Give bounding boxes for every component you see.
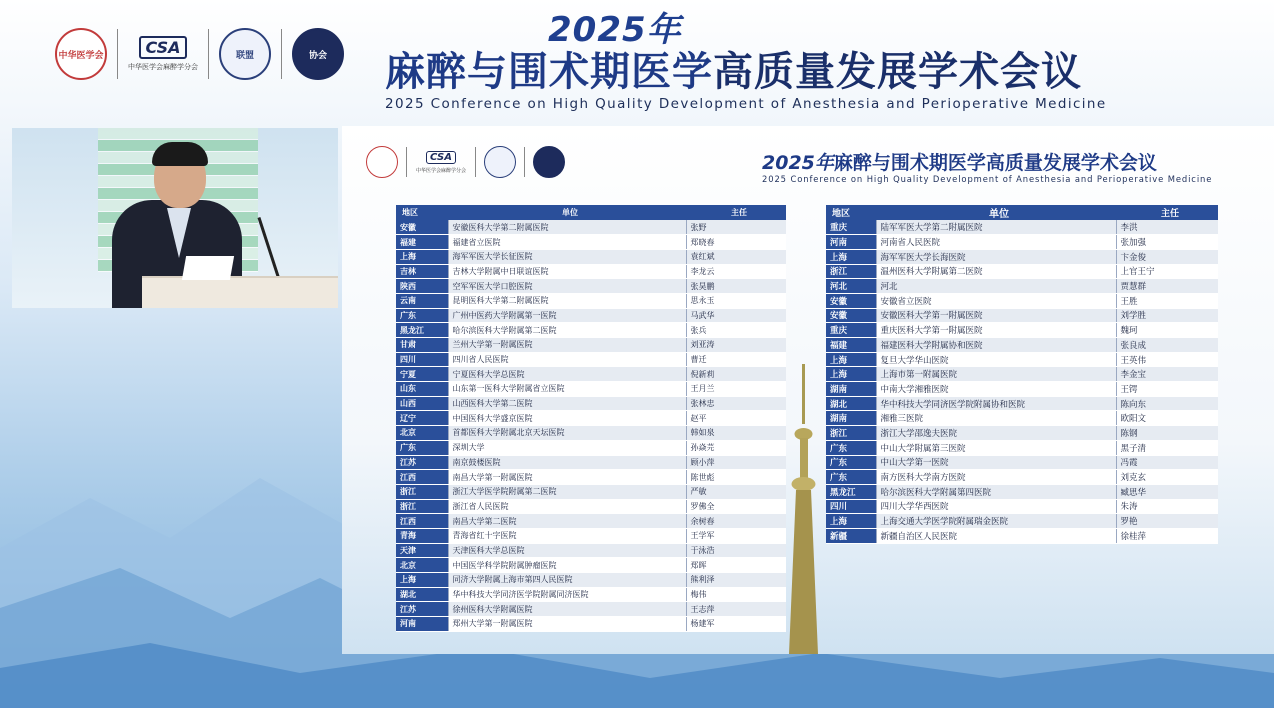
unit-cell: 河南省人民医院 bbox=[876, 235, 1116, 250]
unit-cell: 宁夏医科大学总医院 bbox=[448, 367, 686, 382]
region-cell: 黑龙江 bbox=[826, 484, 876, 499]
director-cell: 张兵 bbox=[686, 323, 786, 338]
unit-cell: 海军军医大学长海医院 bbox=[876, 249, 1116, 264]
director-cell: 贾慧群 bbox=[1116, 279, 1218, 294]
conference-title bbox=[385, 40, 1082, 97]
table-row bbox=[826, 352, 1218, 367]
director-cell: 刘学胜 bbox=[1116, 308, 1218, 323]
unit-cell: 浙江大学邵逸夫医院 bbox=[876, 426, 1116, 441]
unit-cell: 四川省人民医院 bbox=[448, 352, 686, 367]
slide-title bbox=[762, 148, 1157, 175]
table-row bbox=[396, 396, 786, 411]
director-cell: 马武华 bbox=[686, 308, 786, 323]
association-seal-icon bbox=[533, 146, 565, 178]
director-cell: 黑子清 bbox=[1116, 440, 1218, 455]
table-row bbox=[396, 367, 786, 382]
conference-title-part-b: 高质量发展学术会议 bbox=[713, 49, 1082, 95]
table-row bbox=[826, 338, 1218, 353]
region-cell: 山西 bbox=[396, 396, 448, 411]
director-cell: 臧思华 bbox=[1116, 484, 1218, 499]
region-cell: 广东 bbox=[826, 470, 876, 485]
region-cell: 青海 bbox=[396, 528, 448, 543]
unit-cell: 山西医科大学第二医院 bbox=[448, 396, 686, 411]
director-cell: 罗佛全 bbox=[686, 499, 786, 514]
table-row bbox=[396, 440, 786, 455]
region-cell: 上海 bbox=[826, 367, 876, 382]
director-cell: 李金宝 bbox=[1116, 367, 1218, 382]
region-cell: 浙江 bbox=[826, 426, 876, 441]
unit-cell: 深圳大学 bbox=[448, 440, 686, 455]
region-cell: 四川 bbox=[826, 499, 876, 514]
logo-divider bbox=[117, 29, 118, 79]
unit-cell: 海军军医大学长征医院 bbox=[448, 249, 686, 264]
director-cell: 陈钢 bbox=[1116, 426, 1218, 441]
unit-cell: 四川大学华西医院 bbox=[876, 499, 1116, 514]
unit-cell: 中国医学科学院附属肿瘤医院 bbox=[448, 558, 686, 573]
director-cell: 王英伟 bbox=[1116, 352, 1218, 367]
table-row bbox=[826, 470, 1218, 485]
table-row bbox=[396, 352, 786, 367]
table-row bbox=[396, 543, 786, 558]
region-cell: 安徽 bbox=[396, 220, 448, 235]
unit-cell: 中南大学湘雅医院 bbox=[876, 382, 1116, 397]
region-cell: 上海 bbox=[396, 249, 448, 264]
unit-cell: 兰州大学第一附属医院 bbox=[448, 338, 686, 353]
presentation-slide bbox=[342, 126, 1274, 654]
slide-title-text: 麻醉与围术期医学高质量发展学术会议 bbox=[833, 152, 1157, 174]
unit-cell: 徐州医科大学附属医院 bbox=[448, 602, 686, 617]
table-row bbox=[396, 382, 786, 397]
director-cell: 曹迁 bbox=[686, 352, 786, 367]
region-cell: 上海 bbox=[396, 573, 448, 588]
speaker-hair bbox=[152, 142, 208, 166]
table-row bbox=[396, 587, 786, 602]
unit-cell: 福建省立医院 bbox=[448, 235, 686, 250]
table-row bbox=[396, 484, 786, 499]
unit-cell: 华中科技大学同济医学院附属协和医院 bbox=[876, 396, 1116, 411]
table-header-row bbox=[396, 205, 786, 220]
table-row bbox=[826, 440, 1218, 455]
director-cell: 郑晖 bbox=[686, 558, 786, 573]
unit-cell: 福建医科大学附属协和医院 bbox=[876, 338, 1116, 353]
region-cell: 湖北 bbox=[396, 587, 448, 602]
table-row bbox=[396, 308, 786, 323]
table-row bbox=[826, 308, 1218, 323]
table-row bbox=[396, 323, 786, 338]
column-header-director: 主任 bbox=[686, 205, 786, 220]
column-header-unit: 单位 bbox=[876, 205, 1116, 220]
director-cell: 李洪 bbox=[1116, 220, 1218, 235]
logo-divider bbox=[475, 147, 476, 177]
csa-logo-icon bbox=[415, 151, 467, 174]
alliance-logo-icon bbox=[484, 146, 516, 178]
organizer-logos bbox=[55, 28, 344, 80]
society-seal-icon bbox=[55, 28, 107, 80]
table-row bbox=[826, 235, 1218, 250]
director-cell: 刘亚涛 bbox=[686, 338, 786, 353]
region-cell: 甘肃 bbox=[396, 338, 448, 353]
unit-cell: 安徽医科大学第二附属医院 bbox=[448, 220, 686, 235]
column-header-unit: 单位 bbox=[448, 205, 686, 220]
region-cell: 上海 bbox=[826, 249, 876, 264]
unit-cell: 山东第一医科大学附属省立医院 bbox=[448, 382, 686, 397]
csa-logo-icon bbox=[128, 36, 198, 72]
region-cell: 上海 bbox=[826, 352, 876, 367]
unit-cell: 中山大学第一医院 bbox=[876, 455, 1116, 470]
table-row bbox=[826, 293, 1218, 308]
table-row bbox=[826, 249, 1218, 264]
unit-cell: 南京鼓楼医院 bbox=[448, 455, 686, 470]
csa-mark: CSA bbox=[426, 151, 456, 164]
region-cell: 广东 bbox=[826, 455, 876, 470]
unit-cell: 上海市第一附属医院 bbox=[876, 367, 1116, 382]
unit-cell: 空军军医大学口腔医院 bbox=[448, 279, 686, 294]
region-cell: 浙江 bbox=[826, 264, 876, 279]
logo-label: 联盟 bbox=[235, 50, 254, 61]
director-cell: 罗艳 bbox=[1116, 514, 1218, 529]
region-cell: 陕西 bbox=[396, 279, 448, 294]
unit-cell: 南昌大学第二医院 bbox=[448, 514, 686, 529]
director-cell: 魏珂 bbox=[1116, 323, 1218, 338]
table-row bbox=[826, 411, 1218, 426]
table-row bbox=[396, 411, 786, 426]
region-cell: 安徽 bbox=[826, 308, 876, 323]
region-cell: 福建 bbox=[396, 235, 448, 250]
table-row bbox=[396, 293, 786, 308]
unit-cell: 华中科技大学同济医学院附属同济医院 bbox=[448, 587, 686, 602]
region-cell: 福建 bbox=[826, 338, 876, 353]
director-cell: 孙焱芫 bbox=[686, 440, 786, 455]
podium bbox=[142, 276, 338, 308]
director-cell: 上官王宁 bbox=[1116, 264, 1218, 279]
leader-table-left bbox=[396, 205, 786, 632]
region-cell: 黑龙江 bbox=[396, 323, 448, 338]
region-cell: 重庆 bbox=[826, 220, 876, 235]
table-row bbox=[826, 514, 1218, 529]
table-row bbox=[826, 382, 1218, 397]
column-header-director: 主任 bbox=[1116, 205, 1218, 220]
region-cell: 湖北 bbox=[826, 396, 876, 411]
region-cell: 山东 bbox=[396, 382, 448, 397]
director-cell: 杨建军 bbox=[686, 617, 786, 632]
csa-subtitle: 中华医学会麻醉学分会 bbox=[128, 63, 198, 71]
unit-cell: 温州医科大学附属第二医院 bbox=[876, 264, 1116, 279]
society-seal-icon bbox=[366, 146, 398, 178]
director-cell: 余树春 bbox=[686, 514, 786, 529]
region-cell: 江西 bbox=[396, 514, 448, 529]
unit-cell: 哈尔滨医科大学附属第二医院 bbox=[448, 323, 686, 338]
region-cell: 天津 bbox=[396, 543, 448, 558]
table-row bbox=[826, 323, 1218, 338]
unit-cell: 天津医科大学总医院 bbox=[448, 543, 686, 558]
logo-label: 协会 bbox=[308, 50, 327, 61]
table-row bbox=[396, 235, 786, 250]
unit-cell: 复旦大学华山医院 bbox=[876, 352, 1116, 367]
region-cell: 上海 bbox=[826, 514, 876, 529]
unit-cell: 河北 bbox=[876, 279, 1116, 294]
unit-cell: 首都医科大学附属北京天坛医院 bbox=[448, 426, 686, 441]
speech-paper bbox=[182, 256, 234, 280]
leader-table-right bbox=[826, 205, 1218, 544]
slide-organizer-logos bbox=[366, 146, 565, 178]
table-row bbox=[826, 528, 1218, 543]
table-row bbox=[826, 396, 1218, 411]
region-cell: 新疆 bbox=[826, 528, 876, 543]
region-cell: 四川 bbox=[396, 352, 448, 367]
region-cell: 浙江 bbox=[396, 499, 448, 514]
microphone-icon bbox=[257, 217, 279, 277]
region-cell: 江西 bbox=[396, 470, 448, 485]
director-cell: 王志萍 bbox=[686, 602, 786, 617]
table-row bbox=[396, 602, 786, 617]
director-cell: 徐桂萍 bbox=[1116, 528, 1218, 543]
conference-english-title: 2025 Conference on High Quality Development of Anesthesia and Perioperative Medicine bbox=[385, 96, 1107, 112]
director-cell: 赵平 bbox=[686, 411, 786, 426]
director-cell: 于泳浩 bbox=[686, 543, 786, 558]
table-row bbox=[396, 220, 786, 235]
association-seal-icon bbox=[292, 28, 344, 80]
unit-cell: 安徽省立医院 bbox=[876, 293, 1116, 308]
director-cell: 李龙云 bbox=[686, 264, 786, 279]
director-cell: 朱涛 bbox=[1116, 499, 1218, 514]
director-cell: 张林忠 bbox=[686, 396, 786, 411]
director-cell: 陈世彪 bbox=[686, 470, 786, 485]
unit-cell: 广州中医药大学附属第一医院 bbox=[448, 308, 686, 323]
unit-cell: 浙江省人民医院 bbox=[448, 499, 686, 514]
logo-divider bbox=[281, 29, 282, 79]
table-row bbox=[826, 220, 1218, 235]
logo-divider bbox=[406, 147, 407, 177]
director-cell: 陈向东 bbox=[1116, 396, 1218, 411]
csa-mark: CSA bbox=[139, 36, 186, 59]
director-cell: 王胜 bbox=[1116, 293, 1218, 308]
speaker-video bbox=[12, 128, 338, 308]
slide-title-year: 2025年 bbox=[762, 152, 834, 174]
region-cell: 江苏 bbox=[396, 602, 448, 617]
director-cell: 思永玉 bbox=[686, 293, 786, 308]
region-cell: 湖南 bbox=[826, 411, 876, 426]
table-row bbox=[396, 528, 786, 543]
unit-cell: 青海省红十字医院 bbox=[448, 528, 686, 543]
region-cell: 湖南 bbox=[826, 382, 876, 397]
unit-cell: 中国医科大学盛京医院 bbox=[448, 411, 686, 426]
director-cell: 梅伟 bbox=[686, 587, 786, 602]
region-cell: 浙江 bbox=[396, 484, 448, 499]
logo-label: 中华医学会 bbox=[58, 50, 104, 61]
conference-title-part-a: 麻醉与围术期医学 bbox=[385, 48, 713, 95]
table-row bbox=[826, 264, 1218, 279]
unit-cell: 南方医科大学南方医院 bbox=[876, 470, 1116, 485]
unit-cell: 湘雅三医院 bbox=[876, 411, 1116, 426]
director-cell: 倪新莉 bbox=[686, 367, 786, 382]
table-row bbox=[826, 426, 1218, 441]
region-cell: 广东 bbox=[396, 308, 448, 323]
table-row bbox=[826, 455, 1218, 470]
table-row bbox=[396, 499, 786, 514]
table-row bbox=[396, 617, 786, 632]
director-cell: 王月兰 bbox=[686, 382, 786, 397]
unit-cell: 中山大学附属第三医院 bbox=[876, 440, 1116, 455]
director-cell: 刘克玄 bbox=[1116, 470, 1218, 485]
director-cell: 王锷 bbox=[1116, 382, 1218, 397]
region-cell: 江苏 bbox=[396, 455, 448, 470]
alliance-logo-icon bbox=[219, 28, 271, 80]
unit-cell: 重庆医科大学第一附属医院 bbox=[876, 323, 1116, 338]
unit-cell: 安徽医科大学第一附属医院 bbox=[876, 308, 1116, 323]
region-cell: 吉林 bbox=[396, 264, 448, 279]
unit-cell: 浙江大学医学院附属第二医院 bbox=[448, 484, 686, 499]
table-row bbox=[396, 338, 786, 353]
column-header-region: 地区 bbox=[396, 205, 448, 220]
logo-divider bbox=[524, 147, 525, 177]
region-cell: 广东 bbox=[396, 440, 448, 455]
table-row bbox=[396, 514, 786, 529]
director-cell: 顾小萍 bbox=[686, 455, 786, 470]
director-cell: 卞金俊 bbox=[1116, 249, 1218, 264]
table-row bbox=[826, 367, 1218, 382]
director-cell: 冯霞 bbox=[1116, 455, 1218, 470]
region-cell: 北京 bbox=[396, 426, 448, 441]
unit-cell: 吉林大学附属中日联谊医院 bbox=[448, 264, 686, 279]
director-cell: 欧阳文 bbox=[1116, 411, 1218, 426]
table-row bbox=[826, 484, 1218, 499]
table-row bbox=[396, 573, 786, 588]
region-cell: 云南 bbox=[396, 293, 448, 308]
unit-cell: 同济大学附属上海市第四人民医院 bbox=[448, 573, 686, 588]
table-row bbox=[396, 426, 786, 441]
region-cell: 重庆 bbox=[826, 323, 876, 338]
unit-cell: 新疆自治区人民医院 bbox=[876, 528, 1116, 543]
director-cell: 张野 bbox=[686, 220, 786, 235]
region-cell: 河北 bbox=[826, 279, 876, 294]
table-row bbox=[396, 558, 786, 573]
table-row bbox=[396, 264, 786, 279]
tv-tower-illustration bbox=[784, 364, 824, 654]
director-cell: 熊利泽 bbox=[686, 573, 786, 588]
table-row bbox=[396, 249, 786, 264]
unit-cell: 昆明医科大学第二附属医院 bbox=[448, 293, 686, 308]
region-cell: 广东 bbox=[826, 440, 876, 455]
unit-cell: 郑州大学第一附属医院 bbox=[448, 617, 686, 632]
unit-cell: 哈尔滨医科大学附属第四医院 bbox=[876, 484, 1116, 499]
director-cell: 张加强 bbox=[1116, 235, 1218, 250]
region-cell: 河南 bbox=[396, 617, 448, 632]
region-cell: 河南 bbox=[826, 235, 876, 250]
table-row bbox=[826, 279, 1218, 294]
slide-english-title: 2025 Conference on High Quality Development of Anesthesia and Perioperative Medicine bbox=[762, 174, 1213, 184]
table-header-row bbox=[826, 205, 1218, 220]
region-cell: 安徽 bbox=[826, 293, 876, 308]
director-cell: 王学军 bbox=[686, 528, 786, 543]
logo-divider bbox=[208, 29, 209, 79]
region-cell: 北京 bbox=[396, 558, 448, 573]
director-cell: 袁红斌 bbox=[686, 249, 786, 264]
director-cell: 张良成 bbox=[1116, 338, 1218, 353]
director-cell: 张昊鹏 bbox=[686, 279, 786, 294]
director-cell: 郑晓春 bbox=[686, 235, 786, 250]
table-row bbox=[396, 455, 786, 470]
unit-cell: 上海交通大学医学院附属瑞金医院 bbox=[876, 514, 1116, 529]
table-row bbox=[826, 499, 1218, 514]
csa-subtitle: 中华医学会麻醉学分会 bbox=[415, 167, 466, 174]
conference-header bbox=[0, 0, 1274, 120]
column-header-region: 地区 bbox=[826, 205, 876, 220]
table-row bbox=[396, 279, 786, 294]
region-cell: 辽宁 bbox=[396, 411, 448, 426]
director-cell: 严敏 bbox=[686, 484, 786, 499]
director-cell: 韩如泉 bbox=[686, 426, 786, 441]
unit-cell: 陆军军医大学第二附属医院 bbox=[876, 220, 1116, 235]
region-cell: 宁夏 bbox=[396, 367, 448, 382]
year-title: 2025年 bbox=[548, 10, 682, 50]
unit-cell: 南昌大学第一附属医院 bbox=[448, 470, 686, 485]
table-row bbox=[396, 470, 786, 485]
